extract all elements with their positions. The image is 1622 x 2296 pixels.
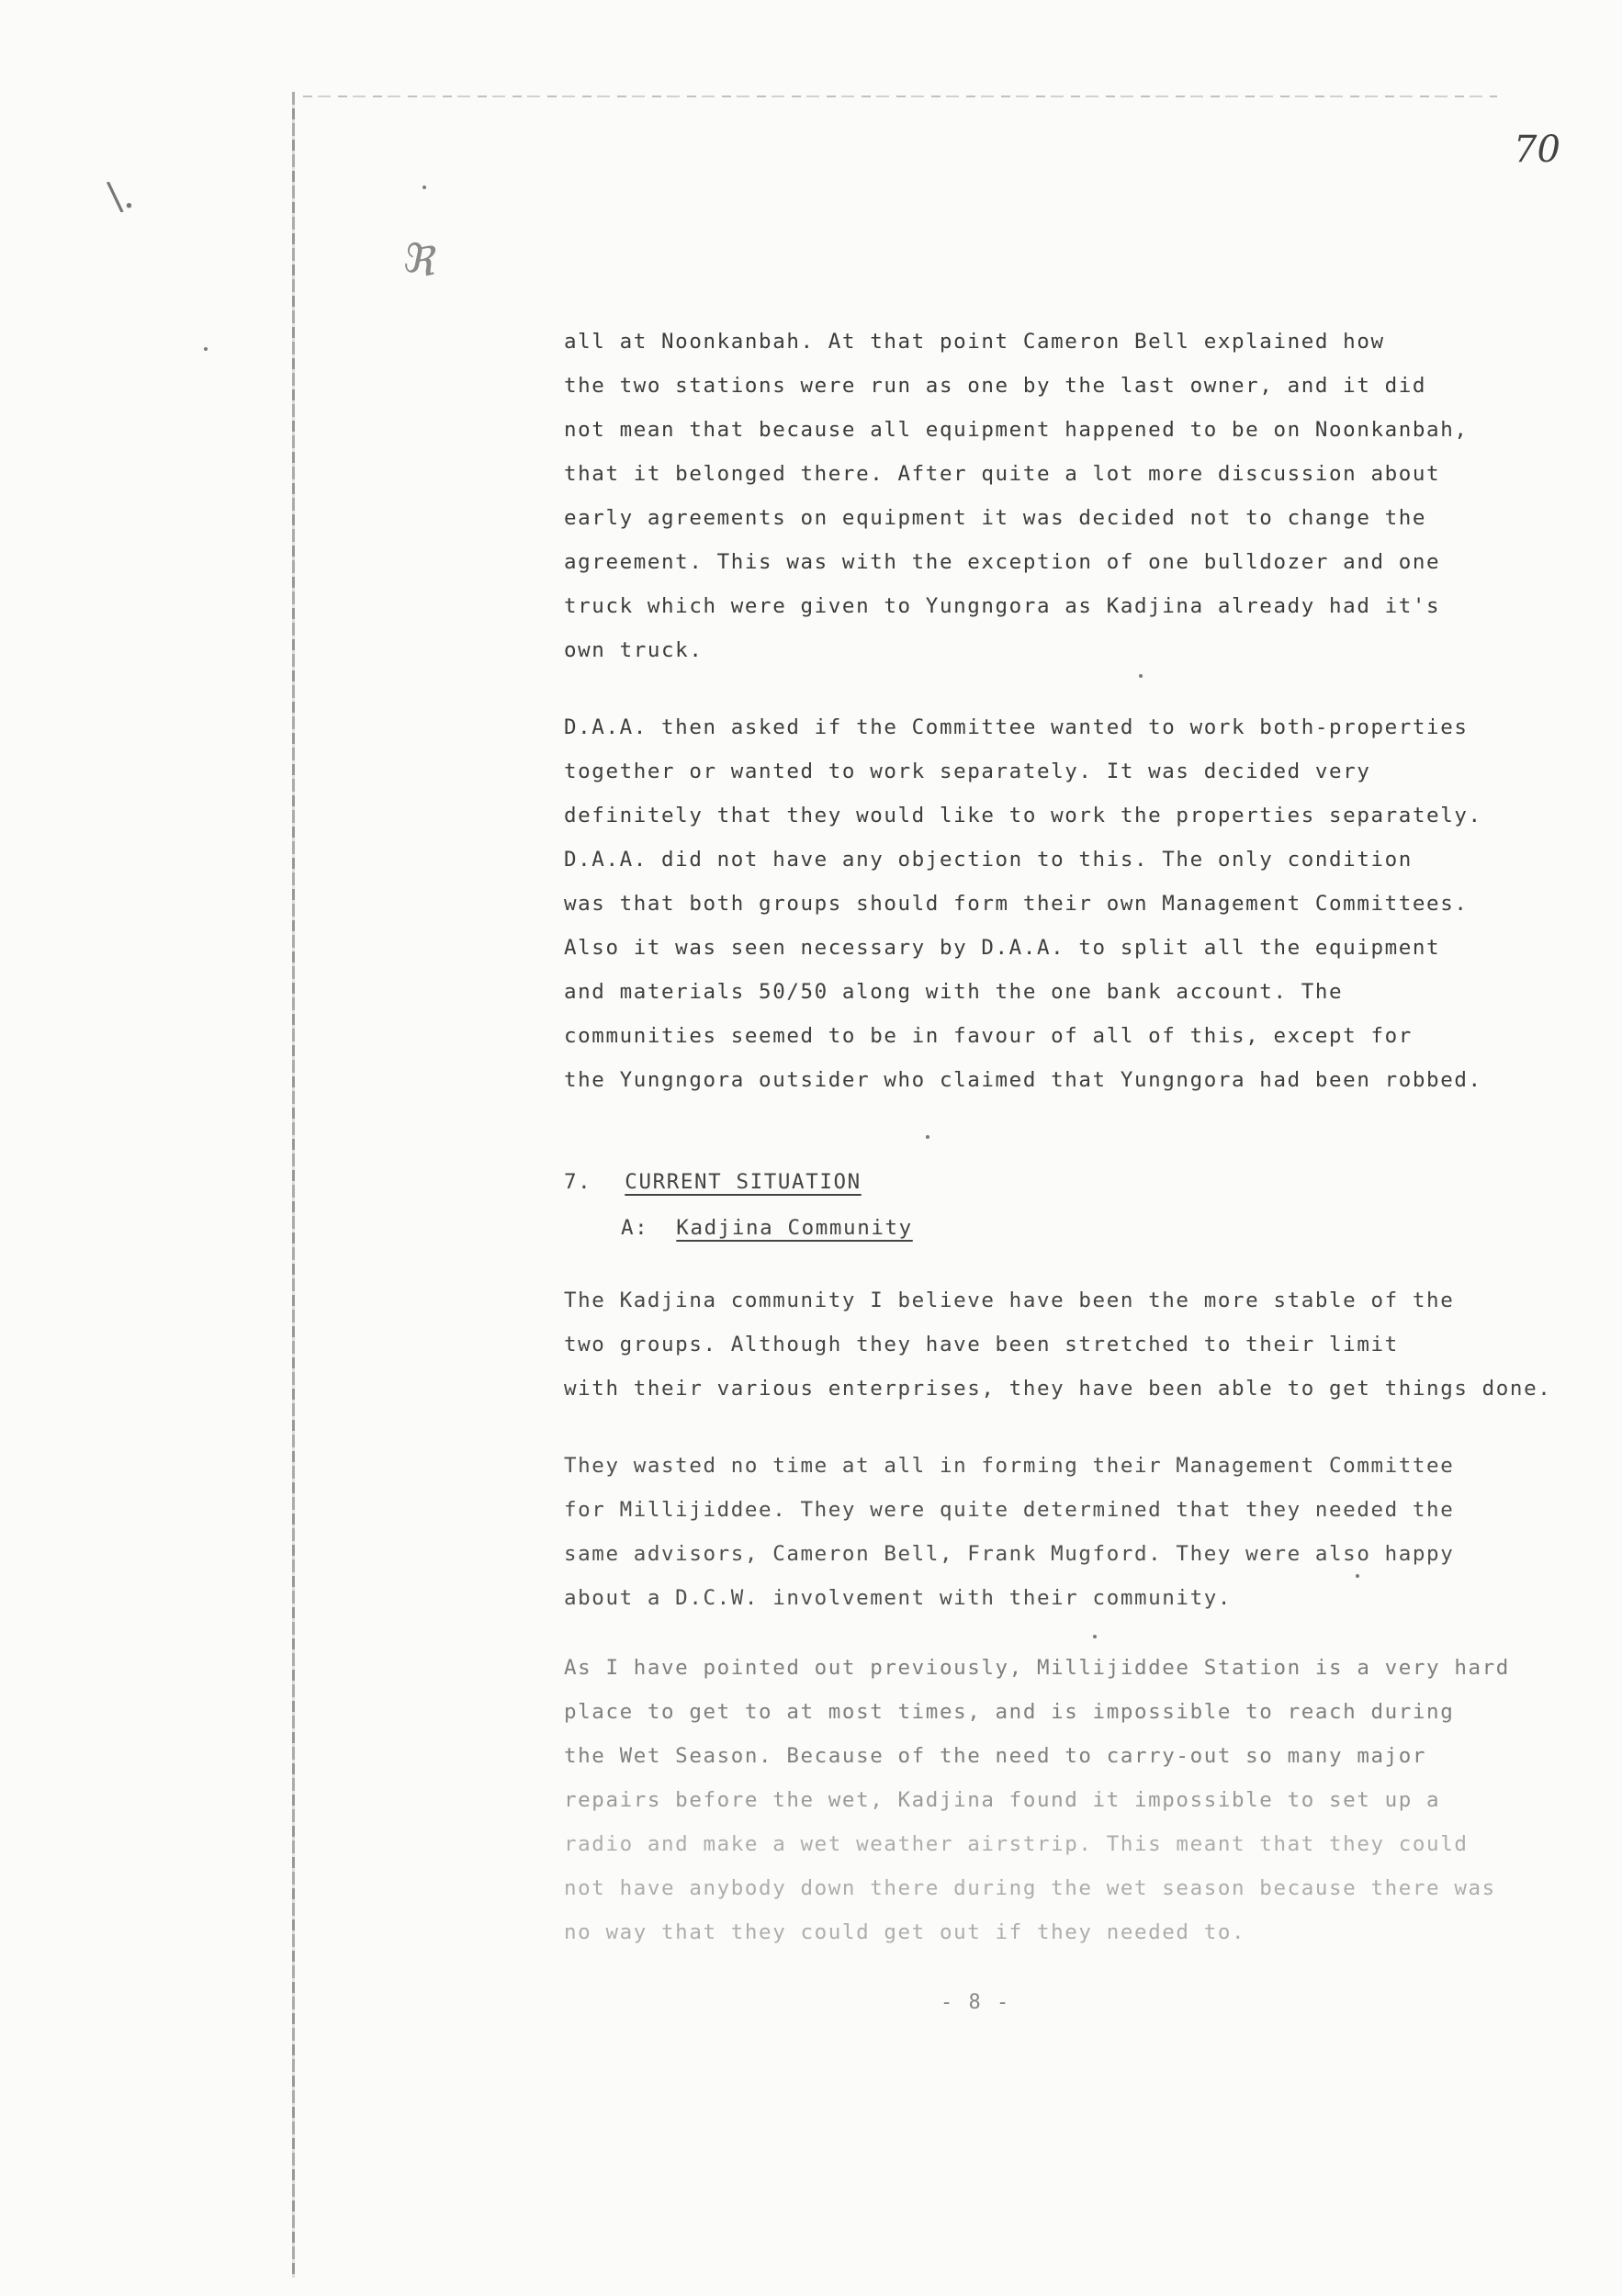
- paper-speck: [1093, 1635, 1097, 1638]
- text-line: agreement. This was with the exception of one bulldozer and one: [564, 550, 1441, 574]
- paper-speck: [1139, 674, 1143, 678]
- text-line: The Kadjina community I believe have been the more stable of the: [564, 1289, 1455, 1312]
- subsection-heading: [621, 1216, 913, 1240]
- page-top-edge: [303, 96, 1497, 97]
- text-line: Also it was seen necessary by D.A.A. to split all the equipment: [564, 936, 1441, 960]
- text-line: same advisors, Cameron Bell, Frank Mugford. They were also happy: [564, 1542, 1455, 1566]
- paper-speck: [204, 347, 208, 351]
- paper-speck: [926, 1135, 929, 1139]
- paragraph-separate-properties: [564, 705, 1583, 1102]
- section-number: 7.: [564, 1170, 592, 1194]
- text-line: the Wet Season. Because of the need to carry-out so many major: [564, 1744, 1427, 1768]
- text-line: with their various enterprises, they have been able to get things done.: [564, 1377, 1552, 1401]
- text-line: about a D.C.W. involvement with their community.: [564, 1586, 1233, 1610]
- paragraph-management-committee: [564, 1444, 1583, 1620]
- margin-pencil-mark: \.: [105, 171, 137, 219]
- text-line: the Yungngora outsider who claimed that Yungngora had been robbed.: [564, 1068, 1482, 1092]
- paper-speck: [422, 186, 426, 189]
- folio-number: 70: [1514, 129, 1560, 171]
- text-line: repairs before the wet, Kadjina found it impossible to set up a: [564, 1788, 1441, 1812]
- text-line: the two stations were run as one by the last owner, and it did: [564, 374, 1427, 398]
- text-line: communities seemed to be in favour of all of this, except for: [564, 1024, 1413, 1048]
- paragraph-kadjina-stability: [564, 1278, 1583, 1411]
- subsection-letter: A:: [621, 1216, 649, 1240]
- text-line: no way that they could get out if they needed to.: [564, 1920, 1246, 1944]
- text-line: As I have pointed out previously, Millijiddee Station is a very hard: [564, 1656, 1510, 1680]
- text-line: They wasted no time at all in forming their Management Committee: [564, 1454, 1455, 1478]
- text-line: not have anybody down there during the wet season because there was: [564, 1876, 1496, 1900]
- text-line: that it belonged there. After quite a lot more discussion about: [564, 462, 1441, 486]
- binding-edge: [292, 92, 295, 2278]
- text-line: own truck.: [564, 638, 704, 662]
- subsection-title: Kadjina Community: [676, 1216, 913, 1240]
- text-line: definitely that they would like to work the properties separately.: [564, 804, 1482, 827]
- text-line: not mean that because all equipment happened to be on Noonkanbah,: [564, 418, 1469, 442]
- text-line: was that both groups should form their own Management Committees.: [564, 892, 1469, 916]
- text-line: for Millijiddee. They were quite determined that they needed the: [564, 1498, 1455, 1522]
- page-number: - 8 -: [941, 1991, 1011, 2014]
- text-line: together or wanted to work separately. It was decided very: [564, 760, 1371, 783]
- text-line: D.A.A. then asked if the Committee wanted to work both-properties: [564, 715, 1469, 739]
- section-title: CURRENT SITUATION: [625, 1170, 862, 1194]
- section-heading: [564, 1170, 862, 1194]
- text-line: early agreements on equipment it was decided not to change the: [564, 506, 1427, 530]
- text-line: truck which were given to Yungngora as Kadjina already had it's: [564, 594, 1441, 618]
- text-line: all at Noonkanbah. At that point Cameron Bell explained how: [564, 330, 1385, 354]
- text-line: D.A.A. did not have any objection to this. The only condition: [564, 848, 1413, 872]
- paragraph-equipment-discussion: [564, 320, 1583, 672]
- corner-handwritten-mark: ℜ: [400, 233, 442, 287]
- text-line: two groups. Although they have been stretched to their limit: [564, 1333, 1399, 1356]
- text-line: radio and make a wet weather airstrip. This meant that they could: [564, 1832, 1469, 1856]
- text-line: and materials 50/50 along with the one bank account. The: [564, 980, 1344, 1004]
- text-line: place to get to at most times, and is impossible to reach during: [564, 1700, 1455, 1724]
- paragraph-wet-season: [564, 1646, 1583, 1954]
